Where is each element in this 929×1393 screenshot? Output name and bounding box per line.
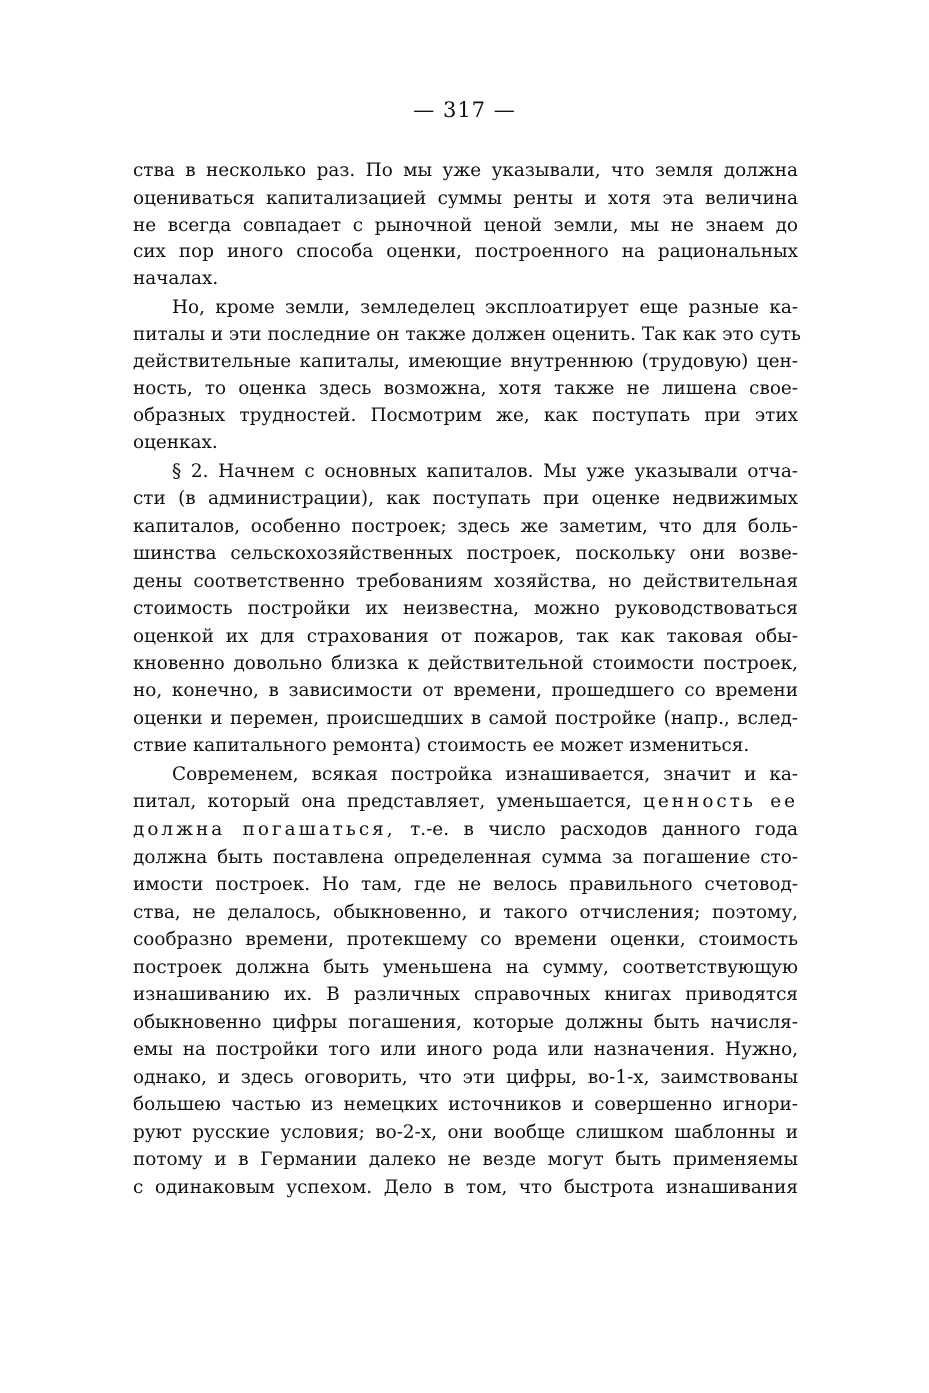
text-line: питалы и эти последние он также должен оценить. Так как это суть: [133, 324, 801, 345]
text-line: оценкой их для страхования от пожаров, так как таковая обы-: [133, 626, 798, 647]
text-line: ства, не делалось, обыкновенно, и такого отчисления; поэтому,: [133, 902, 798, 923]
text-line: стоимость постройки их неизвестна, можно руководствоваться: [133, 598, 798, 619]
text-line: руют русские условия; во-2-х, они вообще слишком шаблонны и: [133, 1122, 798, 1143]
text-line: ства в несколько раз. По мы уже указывали, что земля должна: [133, 160, 798, 181]
text-line: обыкновенно цифры погашения, которые должны быть начисля-: [133, 1012, 798, 1033]
text-line: большею частью из немецких источников и совершенно игнори-: [133, 1094, 798, 1115]
text-line: оценках.: [133, 432, 218, 453]
text-line: действительные капиталы, имеющие внутреннюю (трудовую) цен-: [133, 351, 798, 372]
text-line: но, конечно, в зависимости от времени, прошедшего со времени: [133, 680, 798, 701]
text-line: шинства сельскохозяйственных построек, поскольку они возве-: [133, 543, 798, 564]
text-line: не всегда совпадает с рыночной ценой земли, мы не знаем до: [133, 215, 798, 236]
text-line: сих пор иного способа оценки, построенного на рациональных: [133, 241, 798, 262]
text-line: капиталов, особенно построек; здесь же заметим, что для боль-: [133, 516, 798, 537]
text-line: образных трудностей. Посмотрим же, как поступать при этих: [133, 405, 798, 426]
text-line: имости построек. Но там, где не велось правильного счетовод-: [133, 874, 798, 895]
text-line: кновенно довольно близка к действительной стоимости построек,: [133, 653, 798, 674]
text-line: § 2. Начнем с основных капиталов. Мы уже указывали отча-: [172, 461, 798, 482]
text-line: должна быть поставлена определенная сумма за погашение сто-: [133, 847, 798, 868]
text-line: сообразно времени, протекшему со времени оценки, стоимость: [133, 929, 798, 950]
text-line: Но, кроме земли, земледелец эксплоатирует еще разные ка-: [172, 297, 798, 318]
text-line: оцениваться капитализацией суммы ренты и хотя эта величина: [133, 188, 798, 209]
text-line: началах.: [133, 268, 219, 289]
text-line: [133, 789, 798, 815]
text-line: Современем, всякая постройка изнашивается, значит и ка-: [172, 764, 798, 785]
text-line: ность, то оценка здесь возможна, хотя также не лишена свое-: [133, 378, 798, 399]
text-line: ствие капитального ремонта) стоимость ее может измениться.: [133, 735, 750, 756]
text-line: с одинаковым успехом. Дело в том, что быстрота изнашивания: [133, 1177, 798, 1198]
emphasized-text: ценность ее: [643, 791, 798, 812]
text-line: изнашиванию их. В различных справочных книгах приводятся: [133, 984, 798, 1005]
emphasized-text: должна погашаться,: [133, 819, 396, 840]
text-line: емы на постройки того или иного рода или назначения. Нужно,: [133, 1039, 798, 1060]
text-line: построек должна быть уменьшена на сумму, соответствующую: [133, 957, 798, 978]
text-line: потому и в Германии далеко не везде могут быть применяемы: [133, 1149, 798, 1170]
page-number: — 317 —: [413, 98, 516, 122]
text-line: [133, 817, 798, 843]
text-run: т.-е. в число расходов данного года: [410, 819, 798, 840]
text-line: дены соответственно требованиям хозяйства, но действительная: [133, 571, 798, 592]
text-line: оценки и перемен, происшедших в самой постройке (напр., вслед-: [133, 708, 798, 729]
text-line: однако, и здесь оговорить, что эти цифры, во-1-х, заимствованы: [133, 1067, 798, 1088]
text-run: питал, который она представляет, уменьшается,: [133, 791, 632, 812]
text-line: сти (в администрации), как поступать при оценке недвижимых: [133, 488, 798, 509]
